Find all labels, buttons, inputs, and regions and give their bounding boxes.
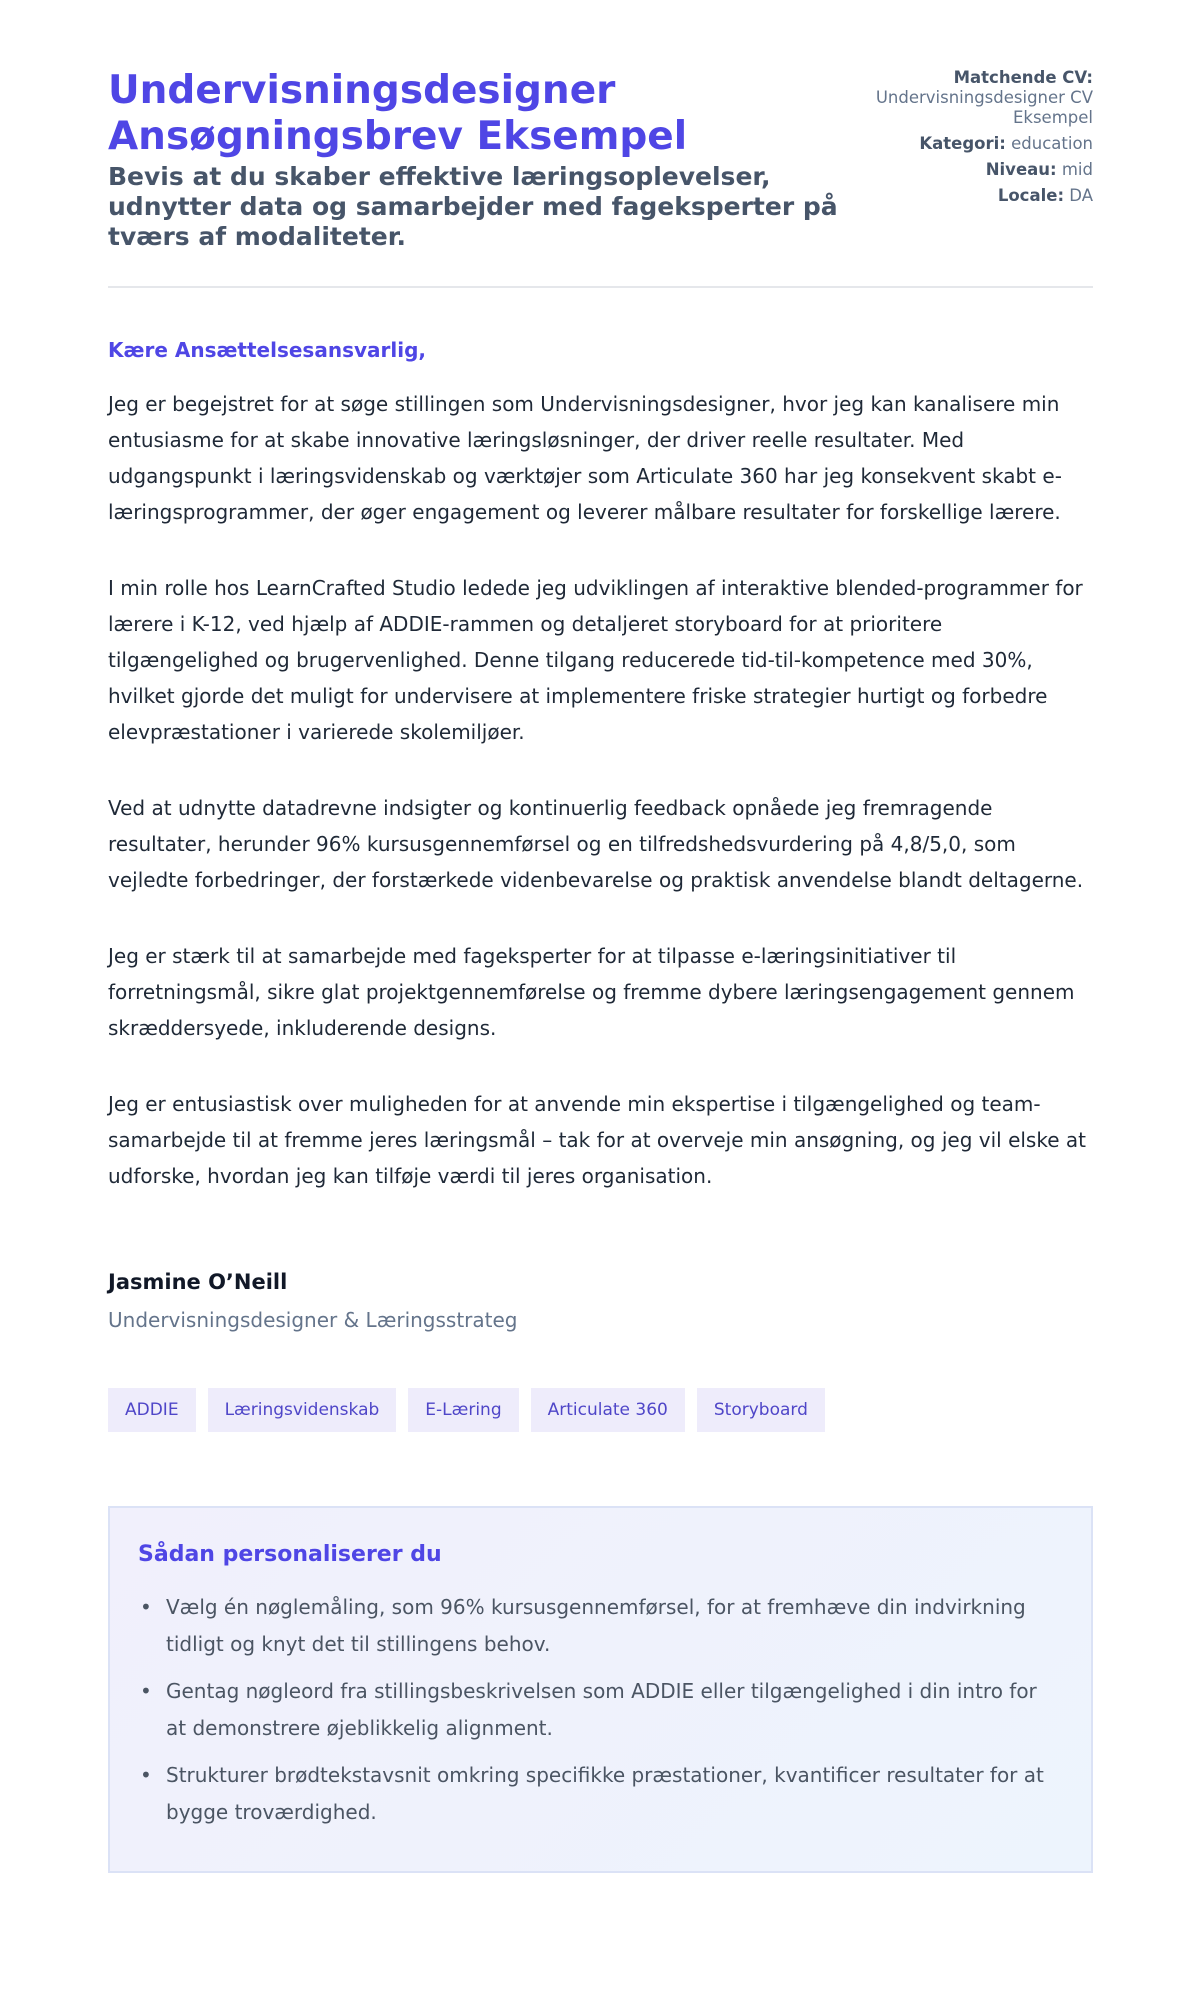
page-subtitle: Bevis at du skaber effektive læringsoplevelser, udnytter data og samarbejder med fageksperter på tværs af modaliteter. [108, 162, 838, 251]
meta-label: Locale: [997, 186, 1065, 205]
paragraph: Jeg er stærk til at samarbejde med fageksperter for at tilpasse e-læringsinitiativer til forretningsmål, sikre glat projektgennemførelse og fremme dybere læringsengagement gennem skræddersyede, inkluderende designs. [108, 944, 1075, 1040]
meta-matching-cv [873, 68, 1093, 128]
list-item: • Vælg én nøglemåling, som 96% kursusgennemførsel, for at fremhæve din indvirkning tidligt og knyt det til stillingens behov. [138, 1589, 1061, 1663]
tag: Læringsvidenskab [208, 1388, 397, 1432]
letter-body [108, 338, 1093, 1332]
signature-name: Jasmine O’Neill [108, 1270, 288, 1294]
personalization-tips [108, 1506, 1093, 1873]
tips-title: Sådan personaliserer du [138, 1542, 442, 1567]
paragraph: Jeg er begejstret for at søge stillingen som Undervisningsdesigner, hvor jeg kan kanalisere min entusiasme for at skabe innovative læringsløsninger, der driver reelle resultater. Med udgangspunkt i læringsvidenskab og værktøjer som Articulate 360 har jeg konsekvent skabt e-læringsprogrammer, der øger engagement og leverer målbare resultater for forskellige lærere. [108, 392, 1062, 524]
list-item: • Gentag nøgleord fra stillingsbeskrivelsen som ADDIE eller tilgængelighed i din intro for at demonstrere øjeblikkelig alignment. [138, 1673, 1061, 1747]
meta-label: Matchende CV: [953, 68, 1093, 87]
meta-level [873, 160, 1093, 180]
meta-value: DA [1069, 186, 1093, 205]
skill-tags [108, 1388, 1093, 1432]
tips-list [138, 1589, 1061, 1831]
tag: E-Læring [408, 1388, 518, 1432]
greeting: Kære Ansættelsesansvarlig, [108, 338, 426, 362]
paragraph: Jeg er entusiastisk over muligheden for at anvende min ekspertise i tilgængelighed og team-samarbejde til at fremme jeres læringsmål – tak for at overveje min ansøgning, og jeg vil elske at udforske, hvordan jeg kan tilføje værdi til jeres organisation. [108, 1092, 1086, 1188]
meta-locale [873, 186, 1093, 206]
list-item: • Strukturer brødtekstavsnit omkring specifikke præstationer, kvantificer resultater for at bygge troværdighed. [138, 1757, 1061, 1831]
tag: Storyboard [697, 1388, 825, 1432]
tag: Articulate 360 [531, 1388, 685, 1432]
tag: ADDIE [108, 1388, 196, 1432]
page-header [108, 68, 1093, 288]
title-line-1: Undervisningsdesigner [108, 68, 616, 113]
signature-title: Undervisningsdesigner & Læringsstrateg [108, 1308, 518, 1332]
paragraph: Ved at udnytte datadrevne indsigter og kontinuerlig feedback opnåede jeg fremragende resultater, herunder 96% kursusgennemførsel og en tilfredshedsvurdering på 4,8/5,0, som vejledte forbedringer, der forstærkede videnbevarelse og praktisk anvendelse blandt deltagerne. [108, 796, 1084, 892]
title-block [108, 68, 868, 252]
meta-category [873, 134, 1093, 154]
meta-value: education [1011, 134, 1093, 153]
page-title [108, 68, 868, 160]
paragraph: I min rolle hos LearnCrafted Studio ledede jeg udviklingen af interaktive blended-programmer for lærere i K-12, ved hjælp af ADDIE-rammen og detaljeret storyboard for at prioritere tilgængelighed og brugervenlighed. Denne tilgang reducerede tid-til-kompetence med 30%, hvilket gjorde det muligt for undervisere at implementere friske strategier hurtigt og forbedre elevpræstationer i varierede skolemiljøer. [108, 576, 1083, 744]
meta-label: Niveau: [985, 160, 1057, 179]
meta-value: mid [1061, 160, 1093, 179]
meta-info [873, 68, 1093, 212]
meta-label: Kategori: [919, 134, 1006, 153]
title-line-2: Ansøgningsbrev Eksempel [108, 114, 688, 159]
matching-cv-link[interactable]: Undervisningsdesigner CV Eksempel [875, 88, 1093, 127]
